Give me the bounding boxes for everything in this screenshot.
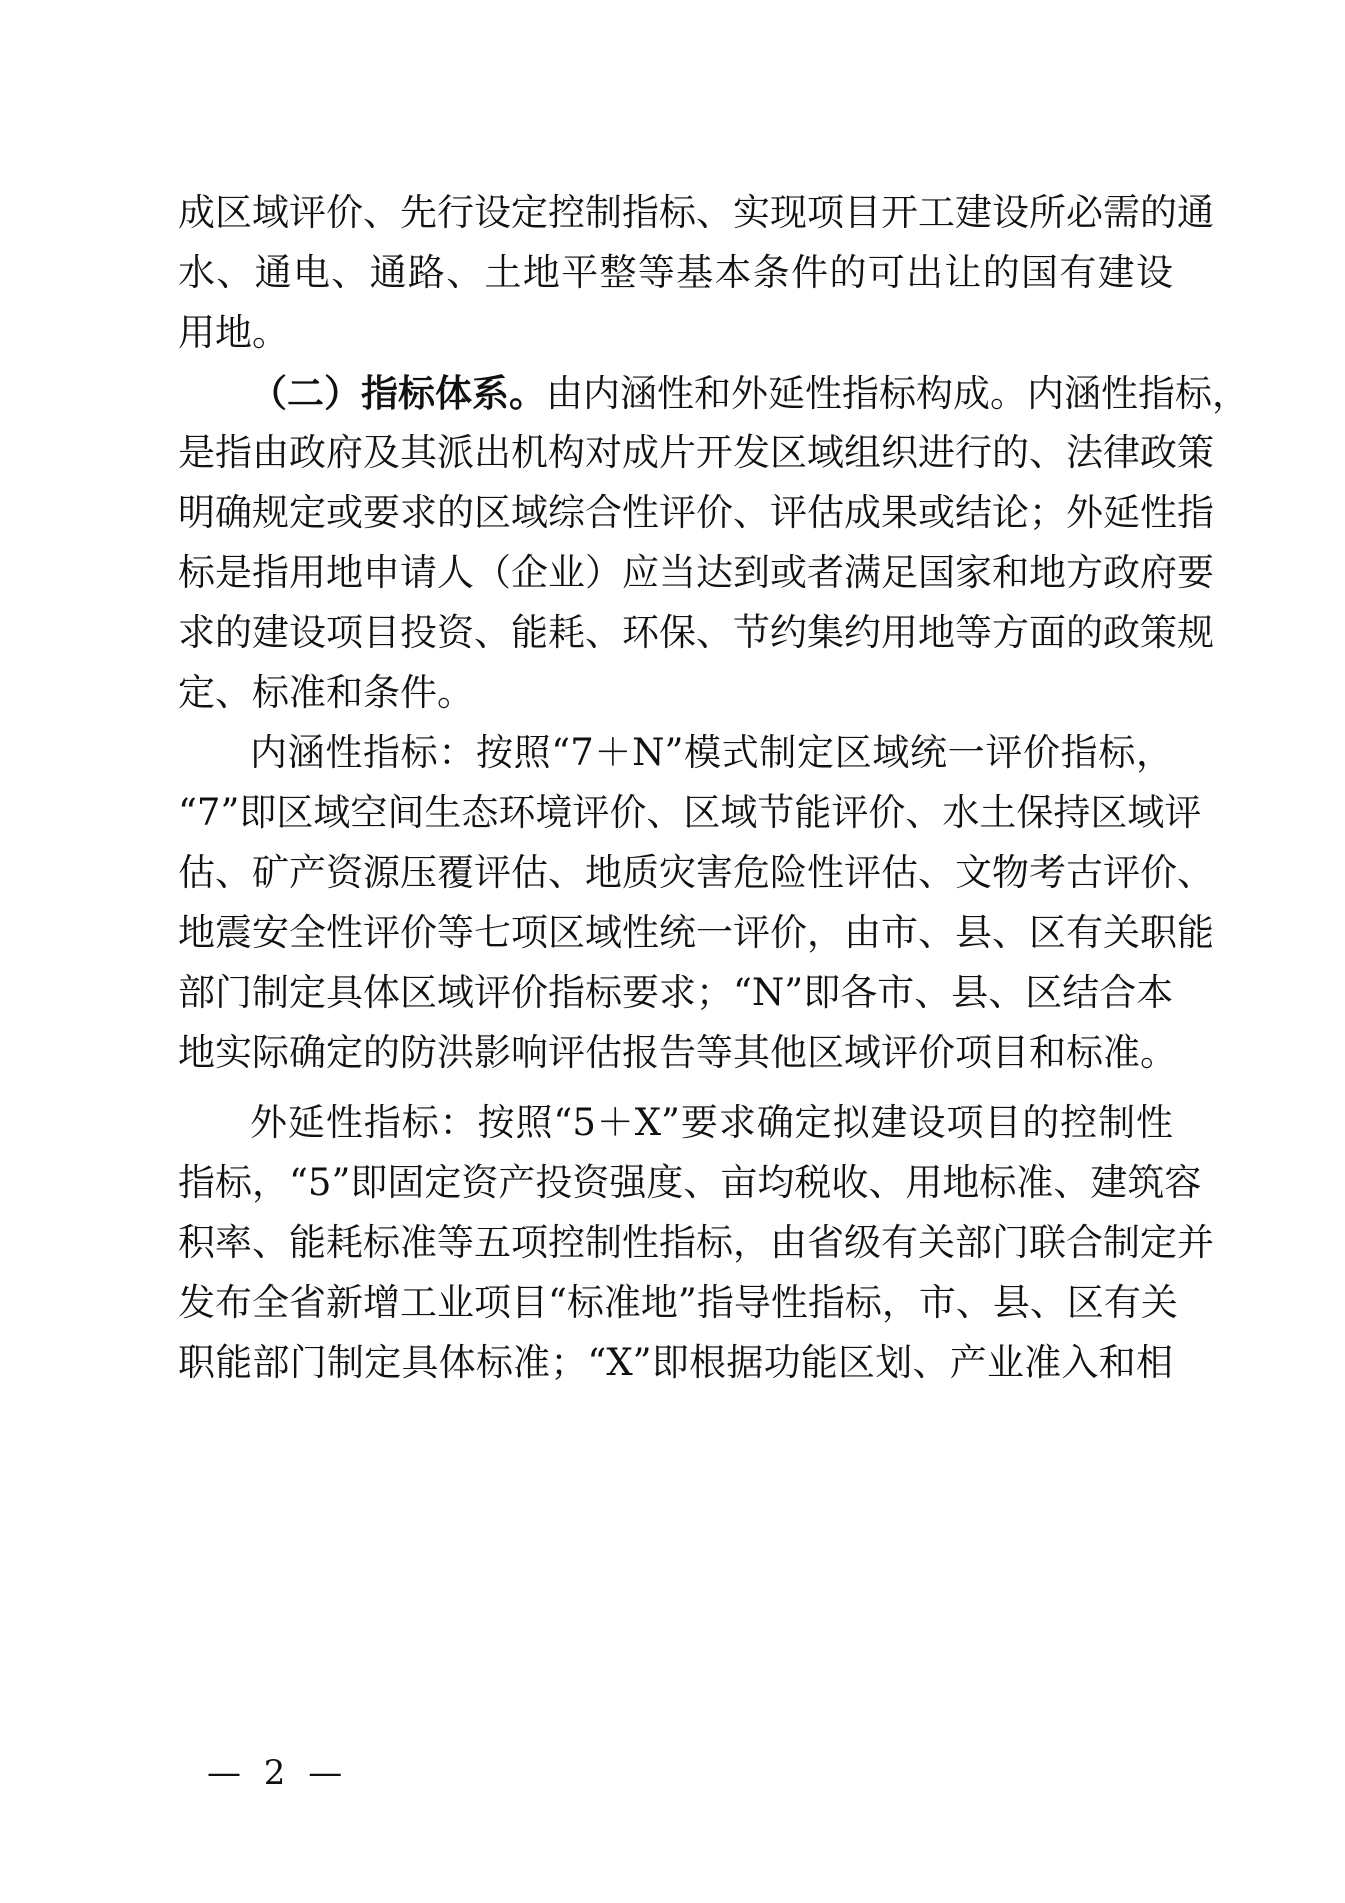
text-line: 职能部门制定具体标准；“X”即根据功能区划、产业准入和相: [178, 1341, 1173, 1384]
text-line: 标是指用地申请人（企业）应当达到或者满足国家和地方政府要: [178, 551, 1214, 594]
section-heading: （二）指标体系。: [250, 371, 546, 415]
text-line: 地震安全性评价等七项区域性统一评价，由市、县、区有关职能: [178, 911, 1214, 954]
text-line: 水、通电、通路、土地平整等基本条件的可出让的国有建设: [178, 251, 1173, 294]
text-line: 定、标准和条件。: [178, 671, 474, 714]
text-line: 外延性指标：按照“5＋X”要求确定拟建设项目的控制性: [250, 1101, 1173, 1144]
text-line: 发布全省新增工业项目“标准地”指导性指标，市、县、区有关: [178, 1281, 1178, 1324]
text-line: 成区域评价、先行设定控制指标、实现项目开工建设所必需的通: [178, 191, 1214, 234]
text-line: 地实际确定的防洪影响评估报告等其他区域评价项目和标准。: [178, 1031, 1177, 1074]
text-line: 是指由政府及其派出机构对成片开发区域组织进行的、法律政策: [178, 431, 1214, 474]
text-line: 用地。: [178, 311, 289, 354]
text-line: 求的建设项目投资、能耗、环保、节约集约用地等方面的政策规: [178, 611, 1214, 654]
text-line: 内涵性指标：按照“7＋N”模式制定区域统一评价指标，: [250, 731, 1173, 774]
text-line: 估、矿产资源压覆评估、地质灾害危险性评估、文物考古评价、: [178, 851, 1214, 894]
text-span: 由内涵性和外延性指标构成。内涵性指标，: [546, 372, 1249, 415]
text-line: “7”即区域空间生态环境评价、区域节能评价、水土保持区域评: [178, 791, 1202, 834]
text-line: 指标，“5”即固定资产投资强度、亩均税收、用地标准、建筑容: [178, 1161, 1202, 1204]
text-line: 积率、能耗标准等五项控制性指标，由省级有关部门联合制定并: [178, 1221, 1214, 1264]
text-line: 明确规定或要求的区域综合性评价、评估成果或结论；外延性指: [178, 491, 1214, 534]
text-line: 部门制定具体区域评价指标要求；“N”即各市、县、区结合本: [178, 971, 1174, 1014]
text-line: [250, 363, 1249, 423]
page-number: — 2 —: [207, 1753, 349, 1793]
